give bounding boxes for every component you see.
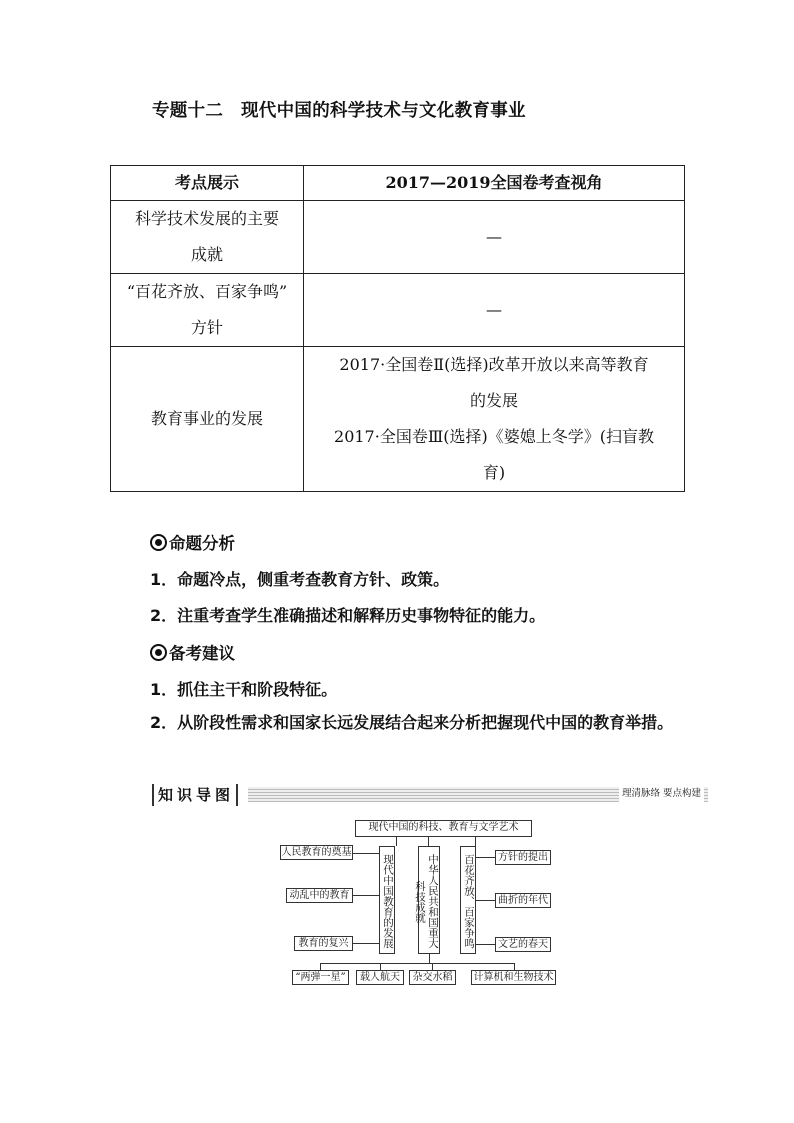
exam-table: [110, 165, 685, 492]
table-cell-view: —: [304, 201, 685, 274]
analysis-heading: 命题分析: [150, 530, 235, 554]
mindmap-right-item: 方针的提出: [495, 850, 551, 865]
mindmap-root: 现代中国的科技、教育与文学艺术: [355, 820, 532, 837]
mindmap-middle-column: 中华人民共和国重大科技成就: [418, 846, 440, 954]
analysis-item: 2．注重考查学生准确描述和解释历史事物特征的能力。: [150, 606, 546, 625]
mindmap-left-column: 现代中国教育的发展: [379, 846, 395, 954]
advice-heading: 备考建议: [150, 640, 235, 664]
advice-item: 2．从阶段性需求和国家长远发展结合起来分析把握现代中国的教育举措。: [150, 713, 674, 732]
advice-item: 1．抓住主干和阶段特征。: [150, 680, 338, 699]
mindmap-left-item: 动乱中的教育: [286, 888, 353, 903]
page-title: 专题十二 现代中国的科学技术与文化教育事业: [152, 101, 526, 121]
table-header-topic: 考点展示: [111, 166, 304, 201]
mindmap-bottom-item: 计算机和生物技术: [471, 970, 556, 985]
table-row: [111, 347, 685, 492]
mindmap-bottom-item: 杂交水稻: [409, 970, 456, 985]
table-cell-topic: 科学技术发展的主要 成就: [111, 201, 304, 274]
table-header-row: [111, 166, 685, 201]
table-row: [111, 201, 685, 274]
table-cell-view: 2017·全国卷Ⅱ(选择)改革开放以来高等教育 的发展 2017·全国卷Ⅲ(选择)《婆媳上冬学》(扫盲教 育): [304, 347, 685, 492]
mindmap-right-column: 百花齐放、百家争鸣: [460, 846, 476, 954]
table-row: [111, 274, 685, 347]
mindmap-left-item: 人民教育的奠基: [281, 847, 352, 858]
mindmap-bottom-item: 载人航天: [356, 970, 404, 985]
table-cell-topic: “百花齐放、百家争鸣” 方针: [111, 274, 304, 347]
table-header-view: 2017—2019全国卷考查视角: [304, 166, 685, 201]
mindmap-right-item: 文艺的春天: [495, 937, 551, 952]
mindmap-left-item: 教育的复兴: [294, 936, 353, 951]
bullet-icon: [150, 644, 167, 661]
table-cell-view: —: [304, 274, 685, 347]
knowledge-map-banner: [152, 784, 708, 806]
bullet-icon: [150, 534, 167, 551]
mindmap-bottom-item: “两弹一星”: [292, 970, 349, 985]
banner-label: 知识导图: [152, 784, 238, 806]
table-cell-topic: 教育事业的发展: [111, 347, 304, 492]
mindmap-right-item: 曲折的年代: [495, 893, 551, 908]
banner-subtitle: 理清脉络 要点构建: [619, 786, 704, 802]
analysis-item: 1．命题冷点，侧重考查教育方针、政策。: [150, 570, 450, 589]
